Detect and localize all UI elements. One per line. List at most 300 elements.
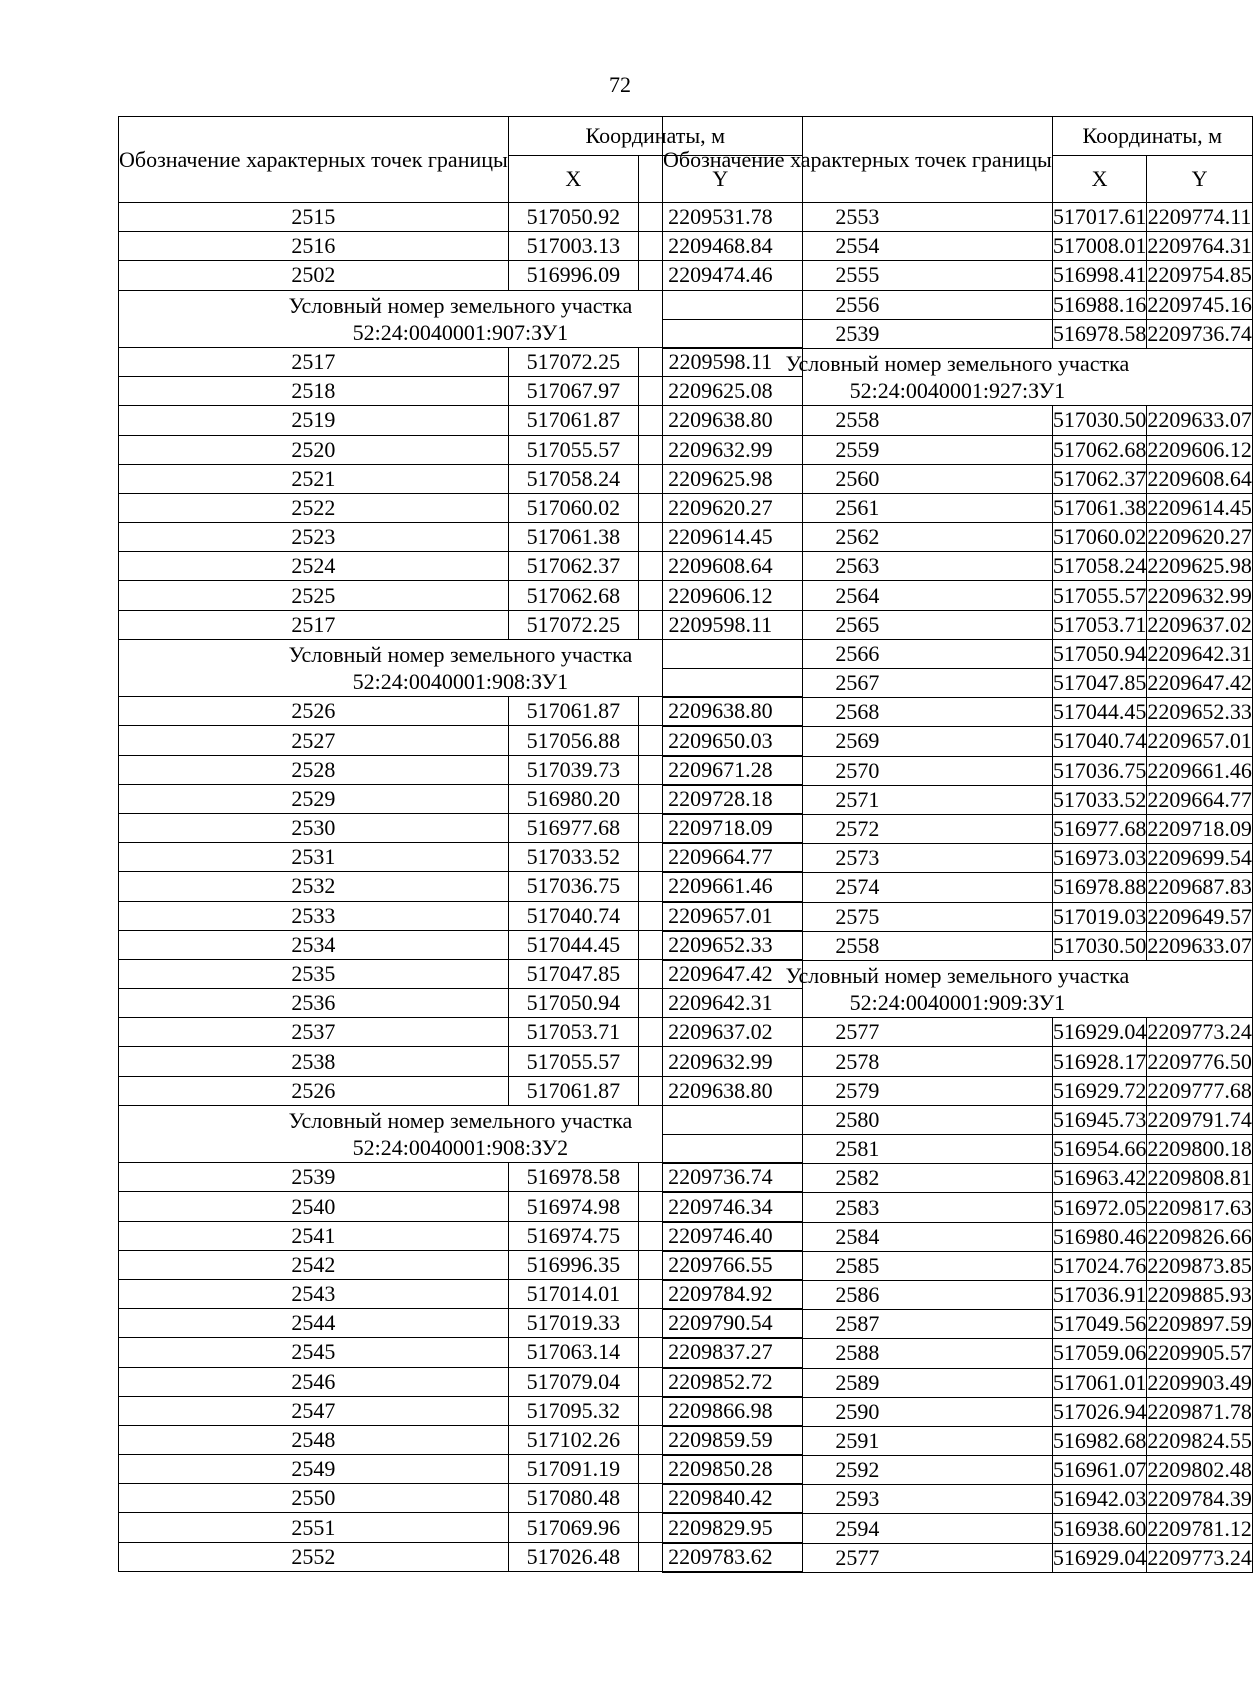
coordinates-table-right [662, 116, 1253, 1573]
point-id: 2526 [119, 697, 509, 726]
point-id: 2523 [119, 523, 509, 552]
coord-y: 2209652.33 [638, 930, 802, 959]
point-id: 2571 [663, 785, 1053, 814]
table-row [663, 464, 1253, 493]
coord-x: 517003.13 [508, 232, 638, 261]
table-row [663, 1368, 1253, 1397]
point-id: 2521 [119, 464, 509, 493]
coord-y: 2209746.40 [638, 1221, 802, 1250]
coord-x: 517030.50 [1052, 931, 1147, 960]
table-row [663, 1456, 1253, 1485]
coord-x: 517047.85 [1052, 669, 1147, 698]
point-id: 2538 [119, 1047, 509, 1076]
point-id: 2594 [663, 1514, 1053, 1543]
coord-y: 2209784.39 [1147, 1485, 1253, 1514]
coord-x: 517062.37 [1052, 464, 1147, 493]
coord-y: 2209718.09 [638, 813, 802, 842]
coord-x: 517080.48 [508, 1484, 638, 1513]
coord-x: 517061.38 [1052, 493, 1147, 522]
coord-y: 2209642.31 [1147, 639, 1253, 668]
coord-x: 516929.72 [1052, 1076, 1147, 1105]
coord-y: 2209754.85 [1147, 261, 1253, 290]
point-id: 2552 [119, 1542, 509, 1571]
coord-y: 2209637.02 [1147, 610, 1253, 639]
coord-y: 2209852.72 [638, 1367, 802, 1396]
coord-y: 2209699.54 [1147, 844, 1253, 873]
coord-x: 517036.75 [1052, 756, 1147, 785]
header-coordinates: Координаты, м [508, 117, 802, 156]
table-row [663, 1426, 1253, 1455]
table-row [663, 931, 1253, 960]
table-row [663, 669, 1253, 698]
coord-x: 517055.57 [508, 435, 638, 464]
coord-y: 2209632.99 [1147, 581, 1253, 610]
coord-y: 2209764.31 [1147, 232, 1253, 261]
coord-y: 2209850.28 [638, 1455, 802, 1484]
point-id: 2573 [663, 844, 1053, 873]
coord-x: 516988.16 [1052, 290, 1147, 319]
coord-y: 2209664.77 [1147, 785, 1253, 814]
coord-y: 2209638.80 [638, 697, 802, 726]
coord-x: 517053.71 [508, 1018, 638, 1047]
coord-x: 517039.73 [508, 755, 638, 784]
coord-x: 517036.75 [508, 872, 638, 901]
coord-y: 2209468.84 [638, 232, 802, 261]
parcel-title: Условный номер земельного участка [785, 351, 1130, 377]
table-row [663, 1485, 1253, 1514]
coord-y: 2209728.18 [638, 784, 802, 813]
coord-y: 2209791.74 [1147, 1105, 1253, 1134]
table-row [663, 902, 1253, 931]
point-id: 2551 [119, 1513, 509, 1542]
coord-x: 517014.01 [508, 1279, 638, 1308]
table-row [663, 1397, 1253, 1426]
table-row [663, 232, 1253, 261]
coord-y: 2209633.07 [1147, 406, 1253, 435]
coord-x: 517040.74 [1052, 727, 1147, 756]
coord-y: 2209664.77 [638, 843, 802, 872]
coord-x: 517053.71 [1052, 610, 1147, 639]
table-row [663, 1514, 1253, 1543]
coord-x: 517063.14 [508, 1338, 638, 1367]
coord-y: 2209859.59 [638, 1425, 802, 1454]
coord-x: 517059.06 [1052, 1339, 1147, 1368]
coord-x: 517069.96 [508, 1513, 638, 1542]
table-row [663, 319, 1253, 348]
point-id: 2559 [663, 435, 1053, 464]
coord-x: 516973.03 [1052, 844, 1147, 873]
point-id: 2545 [119, 1338, 509, 1367]
table-row [663, 727, 1253, 756]
coord-x: 517061.01 [1052, 1368, 1147, 1397]
coord-x: 517050.94 [508, 989, 638, 1018]
coord-y: 2209661.46 [638, 872, 802, 901]
coord-x: 516977.68 [508, 813, 638, 842]
point-id: 2518 [119, 377, 509, 406]
coord-y: 2209671.28 [638, 755, 802, 784]
point-id: 2530 [119, 813, 509, 842]
coord-y: 2209736.74 [1147, 319, 1253, 348]
coord-x: 517060.02 [508, 493, 638, 522]
coord-y: 2209625.98 [638, 464, 802, 493]
parcel-number: 52:24:0040001:907:ЗУ1 [352, 319, 569, 345]
coord-x: 517019.33 [508, 1309, 638, 1338]
coord-y: 2209781.12 [1147, 1514, 1253, 1543]
coord-x: 516928.17 [1052, 1047, 1147, 1076]
coord-x: 516942.03 [1052, 1485, 1147, 1514]
coord-x: 516961.07 [1052, 1456, 1147, 1485]
coord-x: 517049.56 [1052, 1310, 1147, 1339]
coord-x: 516938.60 [1052, 1514, 1147, 1543]
parcel-title: Условный номер земельного участка [288, 292, 633, 318]
coord-y: 2209474.46 [638, 261, 802, 290]
coord-y: 2209800.18 [1147, 1135, 1253, 1164]
table-row [663, 1076, 1253, 1105]
point-id: 2569 [663, 727, 1053, 756]
point-id: 2519 [119, 406, 509, 435]
coord-x: 517102.26 [508, 1425, 638, 1454]
point-id: 2526 [119, 1076, 509, 1105]
coord-x: 516998.41 [1052, 261, 1147, 290]
coord-x: 516963.42 [1052, 1164, 1147, 1193]
coord-x: 516996.35 [508, 1250, 638, 1279]
coord-x: 517033.52 [1052, 785, 1147, 814]
table-row [663, 1047, 1253, 1076]
table-row [663, 493, 1253, 522]
point-id: 2548 [119, 1425, 509, 1454]
parcel-header [663, 960, 1253, 1017]
point-id: 2539 [119, 1163, 509, 1192]
coord-y: 2209637.02 [638, 1018, 802, 1047]
coord-x: 517067.97 [508, 377, 638, 406]
table-row [663, 1135, 1253, 1164]
coord-x: 516978.88 [1052, 873, 1147, 902]
point-id: 2578 [663, 1047, 1053, 1076]
point-id: 2585 [663, 1251, 1053, 1280]
point-id: 2584 [663, 1222, 1053, 1251]
coord-y: 2209632.99 [638, 1047, 802, 1076]
parcel-title: Условный номер земельного участка [785, 963, 1130, 989]
parcel-title: Условный номер земельного участка [288, 1108, 633, 1134]
coord-x: 517056.88 [508, 726, 638, 755]
point-id: 2550 [119, 1484, 509, 1513]
table-row [663, 523, 1253, 552]
table-row [663, 639, 1253, 668]
table-row [663, 203, 1253, 232]
point-id: 2590 [663, 1397, 1053, 1426]
coord-y: 2209774.11 [1147, 203, 1253, 232]
point-id: 2589 [663, 1368, 1053, 1397]
coord-x: 517050.94 [1052, 639, 1147, 668]
point-id: 2568 [663, 698, 1053, 727]
table-row [663, 1105, 1253, 1134]
coord-y: 2209802.48 [1147, 1456, 1253, 1485]
point-id: 2558 [663, 406, 1053, 435]
coord-y: 2209606.12 [638, 581, 802, 610]
parcel-header-row [663, 960, 1253, 1017]
coord-x: 517036.91 [1052, 1280, 1147, 1309]
point-id: 2588 [663, 1339, 1053, 1368]
point-id: 2586 [663, 1280, 1053, 1309]
coord-x: 516954.66 [1052, 1135, 1147, 1164]
point-id: 2542 [119, 1250, 509, 1279]
point-id: 2543 [119, 1279, 509, 1308]
point-id: 2553 [663, 203, 1053, 232]
point-id: 2583 [663, 1193, 1053, 1222]
coord-y: 2209632.99 [638, 435, 802, 464]
point-id: 2541 [119, 1221, 509, 1250]
coord-x: 517030.50 [1052, 406, 1147, 435]
point-id: 2593 [663, 1485, 1053, 1514]
point-id: 2555 [663, 261, 1053, 290]
point-id: 2563 [663, 552, 1053, 581]
coord-x: 516974.75 [508, 1221, 638, 1250]
coord-x: 517026.48 [508, 1542, 638, 1571]
table-row [663, 1310, 1253, 1339]
point-id: 2520 [119, 435, 509, 464]
coord-x: 516929.04 [1052, 1018, 1147, 1047]
point-id: 2587 [663, 1310, 1053, 1339]
coord-x: 516972.05 [1052, 1193, 1147, 1222]
point-id: 2570 [663, 756, 1053, 785]
table-row [663, 552, 1253, 581]
table-row [663, 1339, 1253, 1368]
coord-y: 2209652.33 [1147, 698, 1253, 727]
coord-y: 2209608.64 [1147, 464, 1253, 493]
point-id: 2572 [663, 814, 1053, 843]
point-id: 2560 [663, 464, 1053, 493]
header-coordinates: Координаты, м [1052, 117, 1252, 156]
coord-y: 2209661.46 [1147, 756, 1253, 785]
point-id: 2575 [663, 902, 1053, 931]
coord-x: 517055.57 [1052, 581, 1147, 610]
parcel-number: 52:24:0040001:908:ЗУ2 [352, 1135, 569, 1161]
table-row [663, 1164, 1253, 1193]
coord-y: 2209817.63 [1147, 1193, 1253, 1222]
coord-y: 2209885.93 [1147, 1280, 1253, 1309]
table-row [663, 1193, 1253, 1222]
coord-y: 2209649.57 [1147, 902, 1253, 931]
table-row [663, 290, 1253, 319]
point-id: 2591 [663, 1426, 1053, 1455]
coord-y: 2209718.09 [1147, 814, 1253, 843]
point-id: 2582 [663, 1164, 1053, 1193]
point-id: 2517 [119, 610, 509, 639]
coord-x: 517061.87 [508, 1076, 638, 1105]
point-id: 2556 [663, 290, 1053, 319]
coord-y: 2209638.80 [638, 1076, 802, 1105]
coord-x: 517095.32 [508, 1396, 638, 1425]
coord-y: 2209745.16 [1147, 290, 1253, 319]
coord-x: 516980.46 [1052, 1222, 1147, 1251]
point-id: 2517 [119, 347, 509, 376]
parcel-header-row [663, 348, 1253, 405]
point-id: 2561 [663, 493, 1053, 522]
coord-y: 2209657.01 [1147, 727, 1253, 756]
point-id: 2558 [663, 931, 1053, 960]
coord-x: 517079.04 [508, 1367, 638, 1396]
coord-y: 2209608.64 [638, 552, 802, 581]
coord-x: 517055.57 [508, 1047, 638, 1076]
point-id: 2534 [119, 930, 509, 959]
header-y: Y [1147, 156, 1253, 203]
point-id: 2566 [663, 639, 1053, 668]
coord-y: 2209808.81 [1147, 1164, 1253, 1193]
point-id: 2547 [119, 1396, 509, 1425]
header-x: X [508, 156, 638, 203]
table-row [663, 406, 1253, 435]
point-id: 2535 [119, 959, 509, 988]
point-id: 2529 [119, 784, 509, 813]
table-row [663, 1543, 1253, 1572]
coord-y: 2209598.11 [638, 610, 802, 639]
coord-x: 517008.01 [1052, 232, 1147, 261]
coord-y: 2209647.42 [1147, 669, 1253, 698]
coord-y: 2209614.45 [1147, 493, 1253, 522]
coord-x: 516978.58 [1052, 319, 1147, 348]
coord-x: 516980.20 [508, 784, 638, 813]
coord-x: 517061.38 [508, 523, 638, 552]
coord-y: 2209687.83 [1147, 873, 1253, 902]
point-id: 2525 [119, 581, 509, 610]
coord-x: 517017.61 [1052, 203, 1147, 232]
header-y: Y [638, 156, 802, 203]
coord-y: 2209620.27 [638, 493, 802, 522]
coord-y: 2209638.80 [638, 406, 802, 435]
coord-y: 2209773.24 [1147, 1543, 1253, 1572]
coord-x: 517060.02 [1052, 523, 1147, 552]
coord-x: 516982.68 [1052, 1426, 1147, 1455]
point-id: 2579 [663, 1076, 1053, 1105]
point-id: 2531 [119, 843, 509, 872]
coord-y: 2209873.85 [1147, 1251, 1253, 1280]
coord-y: 2209531.78 [638, 203, 802, 232]
coord-y: 2209736.74 [638, 1163, 802, 1192]
header-designation: Обозначение характерных точек границы [663, 117, 1053, 203]
coord-y: 2209837.27 [638, 1338, 802, 1367]
table-row [663, 1222, 1253, 1251]
point-id: 2546 [119, 1367, 509, 1396]
coord-x: 516974.98 [508, 1192, 638, 1221]
point-id: 2549 [119, 1455, 509, 1484]
header-designation: Обозначение характерных точек границы [119, 117, 509, 203]
point-id: 2524 [119, 552, 509, 581]
coord-y: 2209871.78 [1147, 1397, 1253, 1426]
table-row [663, 756, 1253, 785]
coord-x: 517026.94 [1052, 1397, 1147, 1426]
coord-x: 517061.87 [508, 406, 638, 435]
coord-y: 2209840.42 [638, 1484, 802, 1513]
coord-x: 516996.09 [508, 261, 638, 290]
table-row [663, 844, 1253, 873]
coord-x: 517072.25 [508, 347, 638, 376]
coord-y: 2209625.98 [1147, 552, 1253, 581]
point-id: 2536 [119, 989, 509, 1018]
point-id: 2540 [119, 1192, 509, 1221]
coord-y: 2209647.42 [638, 959, 802, 988]
coord-y: 2209642.31 [638, 989, 802, 1018]
coord-y: 2209650.03 [638, 726, 802, 755]
coord-x: 517044.45 [508, 930, 638, 959]
table-row [663, 698, 1253, 727]
coord-x: 517062.68 [508, 581, 638, 610]
point-id: 2565 [663, 610, 1053, 639]
point-id: 2544 [119, 1309, 509, 1338]
coord-y: 2209614.45 [638, 523, 802, 552]
coord-x: 517024.76 [1052, 1251, 1147, 1280]
coord-y: 2209657.01 [638, 901, 802, 930]
coord-x: 517033.52 [508, 843, 638, 872]
coord-y: 2209783.62 [638, 1542, 802, 1571]
coord-y: 2209773.24 [1147, 1018, 1253, 1047]
point-id: 2532 [119, 872, 509, 901]
coord-y: 2209633.07 [1147, 931, 1253, 960]
coord-y: 2209776.50 [1147, 1047, 1253, 1076]
point-id: 2574 [663, 873, 1053, 902]
point-id: 2539 [663, 319, 1053, 348]
point-id: 2516 [119, 232, 509, 261]
point-id: 2580 [663, 1105, 1053, 1134]
parcel-number: 52:24:0040001:908:ЗУ1 [352, 669, 569, 695]
table-row [663, 1018, 1253, 1047]
coord-y: 2209625.08 [638, 377, 802, 406]
point-id: 2537 [119, 1018, 509, 1047]
coord-y: 2209897.59 [1147, 1310, 1253, 1339]
point-id: 2533 [119, 901, 509, 930]
coord-x: 517047.85 [508, 959, 638, 988]
page-number: 72 [609, 72, 631, 97]
coord-x: 517044.45 [1052, 698, 1147, 727]
coord-x: 517061.87 [508, 697, 638, 726]
table-row [663, 814, 1253, 843]
coord-x: 517040.74 [508, 901, 638, 930]
point-id: 2592 [663, 1456, 1053, 1485]
coord-x: 517058.24 [1052, 552, 1147, 581]
coord-y: 2209903.49 [1147, 1368, 1253, 1397]
coord-y: 2209598.11 [638, 347, 802, 376]
coord-y: 2209826.66 [1147, 1222, 1253, 1251]
coord-y: 2209784.92 [638, 1279, 802, 1308]
table-row [663, 1251, 1253, 1280]
coord-y: 2209905.57 [1147, 1339, 1253, 1368]
coord-y: 2209866.98 [638, 1396, 802, 1425]
coord-y: 2209777.68 [1147, 1076, 1253, 1105]
point-id: 2515 [119, 203, 509, 232]
table-row [663, 1280, 1253, 1309]
table-row [663, 261, 1253, 290]
coord-x: 517072.25 [508, 610, 638, 639]
table-row [663, 785, 1253, 814]
header-x: X [1052, 156, 1147, 203]
coord-y: 2209790.54 [638, 1309, 802, 1338]
coord-x: 516978.58 [508, 1163, 638, 1192]
coord-y: 2209606.12 [1147, 435, 1253, 464]
coord-x: 516945.73 [1052, 1105, 1147, 1134]
table-row [663, 435, 1253, 464]
parcel-number: 52:24:0040001:927:ЗУ1 [849, 378, 1066, 404]
point-id: 2581 [663, 1135, 1053, 1164]
coord-x: 517019.03 [1052, 902, 1147, 931]
point-id: 2562 [663, 523, 1053, 552]
point-id: 2554 [663, 232, 1053, 261]
point-id: 2528 [119, 755, 509, 784]
table-row [663, 610, 1253, 639]
coord-x: 517050.92 [508, 203, 638, 232]
table-body-right [663, 203, 1253, 1573]
coord-y: 2209766.55 [638, 1250, 802, 1279]
point-id: 2527 [119, 726, 509, 755]
coord-y: 2209824.55 [1147, 1426, 1253, 1455]
